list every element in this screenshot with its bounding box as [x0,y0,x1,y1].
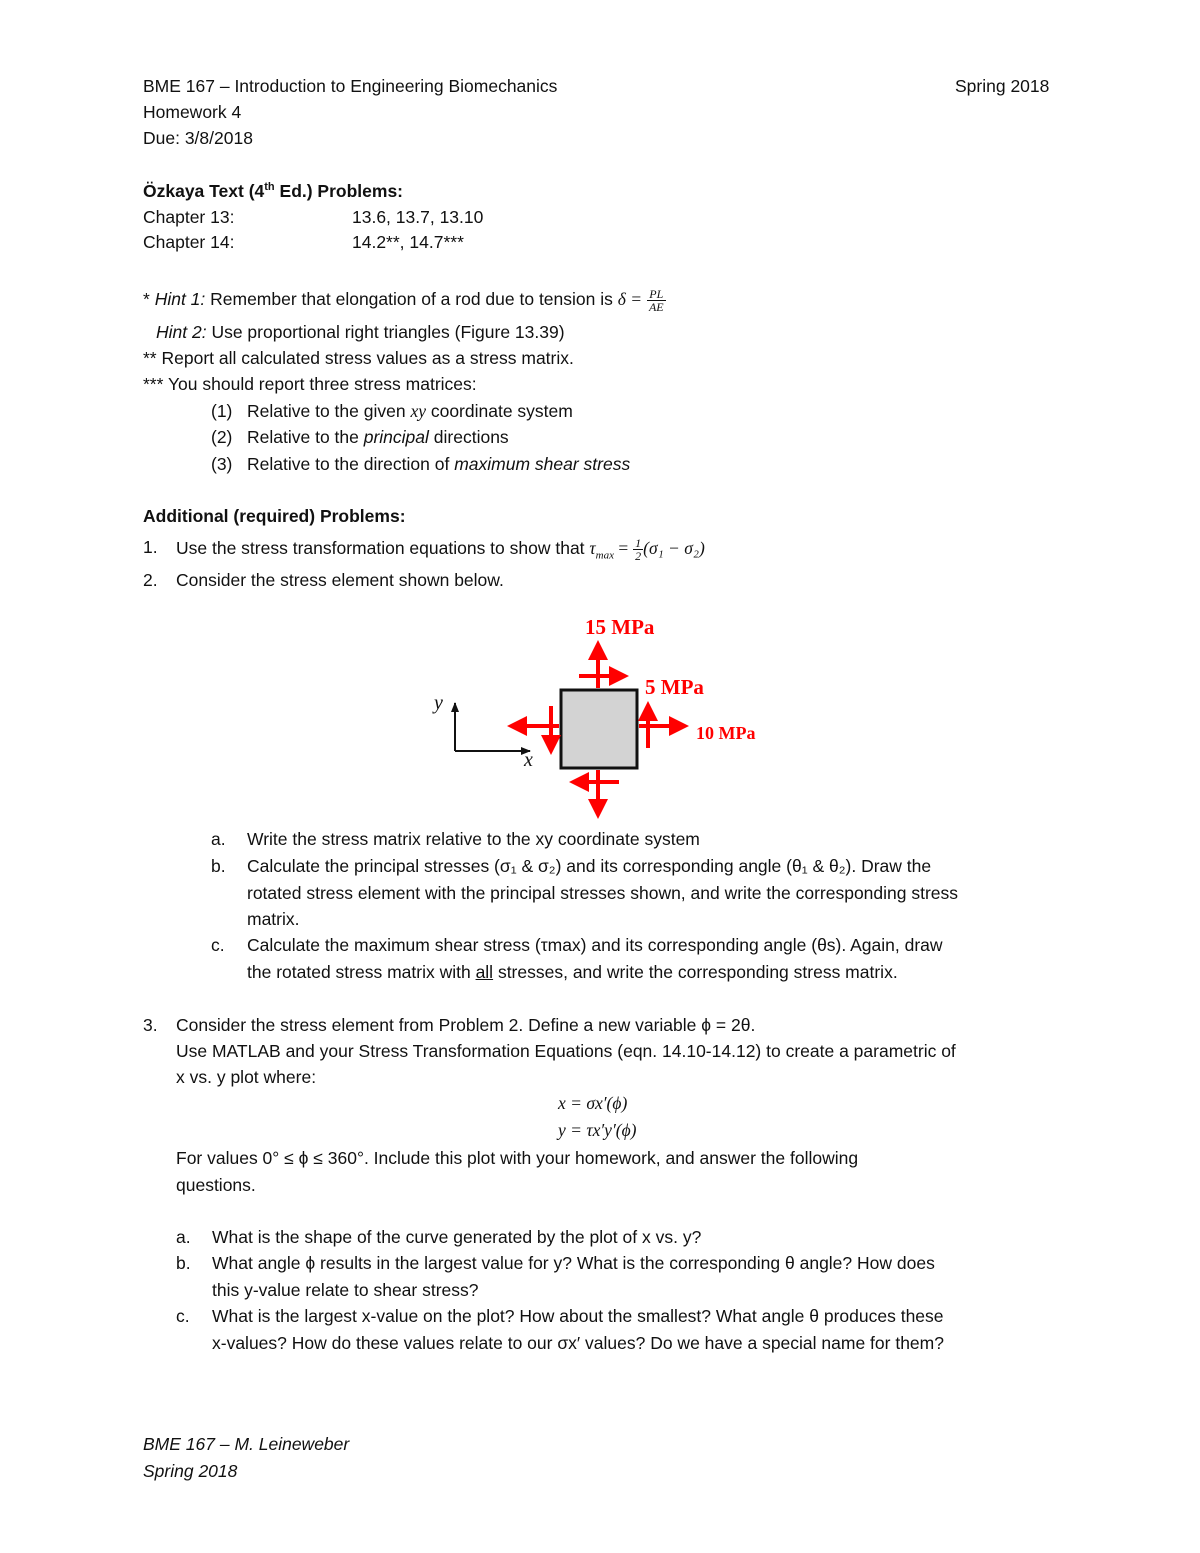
list-item-text: Relative to the principal directions [247,427,509,447]
problem-3-line-3: x vs. y plot where: [176,1067,317,1087]
text-problems-heading: Özkaya Text (4th Ed.) Problems: [143,181,404,201]
problem-2-text: Consider the stress element shown below. [176,570,504,590]
problem-3b-line-2: this y-value relate to shear stress? [212,1280,479,1300]
problem-3b-line-1: What angle ϕ results in the largest value for y? What is the corresponding θ angle? How does [212,1253,935,1273]
item-label: a. [211,829,226,849]
problem-2b-line-2: rotated stress element with the principal stresses shown, and write the corresponding stress [247,883,959,903]
label-15-mpa: 15 MPa [585,615,655,639]
course-title: BME 167 – Introduction to Engineering Biomechanics [143,76,558,96]
hint-2: Hint 2: Use proportional right triangles (Figure 13.39) [156,322,565,342]
problem-2b-line-3: matrix. [247,909,300,929]
problem-3-line-5: questions. [176,1175,256,1195]
item-label: a. [176,1227,191,1247]
problem-1-number: 1. [143,537,158,557]
note-double-star: ** Report all calculated stress values as a stress matrix. [143,348,574,368]
stress-element-diagram [420,610,780,825]
item-label: c. [211,935,225,955]
hint-1: * Hint 1: Remember that elongation of a rod due to tension is δ = $\frac{PL}{AE}$ [143,287,664,314]
additional-heading: Additional (required) Problems: [143,506,406,526]
problem-2c-line-2: the rotated stress matrix with all stresses, and write the corresponding stress matrix. [247,962,898,982]
problem-2a-text: Write the stress matrix relative to the xy coordinate system [247,829,700,849]
homework-title: Homework 4 [143,102,242,122]
problem-3c-line-1: What is the largest x-value on the plot? How about the smallest? What angle θ produces these [212,1306,944,1326]
problem-2-number: 2. [143,570,158,590]
problem-1-text: Use the stress transformation equations to show that $\tau_{max}$ = $\frac{1}{2}$ (σ₁ − σ₂) [176,536,705,563]
list-item-text: Relative to the direction of maximum shear stress [247,454,631,474]
chapter-14-problems: 14.2**, 14.7*** [352,232,464,252]
problem-3-number: 3. [143,1015,158,1035]
stress-element-square [561,690,637,768]
chapter-13-label: Chapter 13: [143,207,235,227]
problem-2c-line-1: Calculate the maximum shear stress (τmax) and its corresponding angle (θs). Again, draw [247,935,943,955]
due-date: Due: 3/8/2018 [143,128,253,148]
problem-3-line-2: Use MATLAB and your Stress Transformation Equations (eqn. 14.10-14.12) to create a parametric of [176,1041,956,1061]
list-item-text: Relative to the given xy coordinate system [247,401,573,421]
problem-3c-line-2: x-values? How do these values relate to our σx′ values? Do we have a special name for them? [212,1333,944,1353]
label-10-mpa: 10 MPa [696,723,756,743]
term: Spring 2018 [955,76,1050,96]
note-triple-star: *** You should report three stress matrices: [143,374,477,394]
footer-author: BME 167 – M. Leineweber [143,1434,350,1454]
problem-3-line-4: For values 0° ≤ ϕ ≤ 360°. Include this plot with your homework, and answer the following [176,1148,859,1168]
equation-x: x = σx′(ϕ) [558,1093,628,1113]
problem-3-line-1: Consider the stress element from Problem 2. Define a new variable ϕ = 2θ. [176,1015,756,1035]
x-axis-label: x [524,749,533,771]
one-half-fraction: $\frac{1}{2}$ [635,536,642,563]
label-5-mpa: 5 MPa [645,675,704,699]
list-item: (3) [211,454,233,474]
item-label: b. [211,856,226,876]
y-axis-label: y [434,692,443,714]
item-label: b. [176,1253,191,1273]
chapter-13-problems: 13.6, 13.7, 13.10 [352,207,484,227]
list-item: (2) [211,427,233,447]
equation-y: y = τx′y′(ϕ) [558,1120,637,1140]
item-label: c. [176,1306,190,1326]
problem-2b-line-1: Calculate the principal stresses (σ₁ & σ₂) and its corresponding angle (θ₁ & θ₂). Draw the [247,856,932,876]
problem-3a-text: What is the shape of the curve generated by the plot of x vs. y? [212,1227,702,1247]
elongation-fraction: $\frac{PL}{AE}$ [648,287,664,314]
list-item: (1) [211,401,233,421]
chapter-14-label: Chapter 14: [143,232,235,252]
footer-term: Spring 2018 [143,1461,238,1481]
